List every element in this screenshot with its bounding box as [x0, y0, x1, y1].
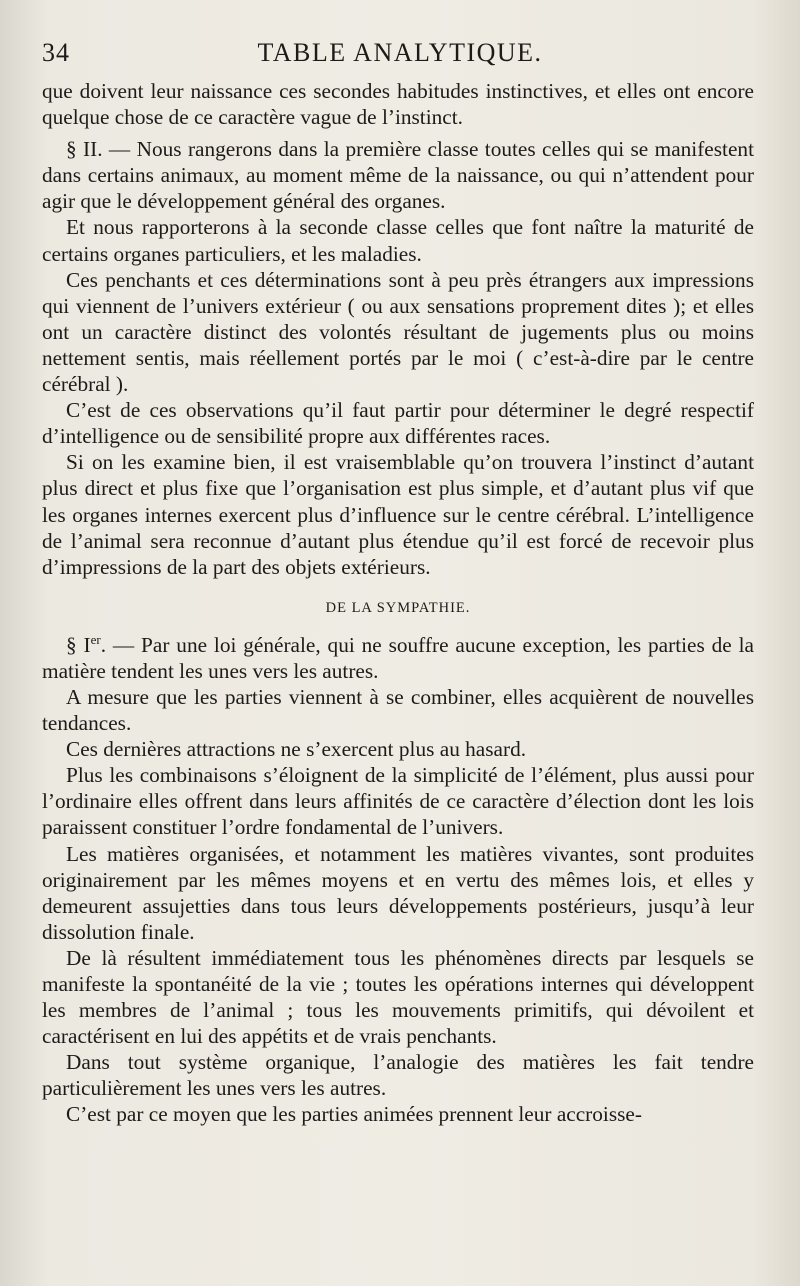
body-text [42, 78, 754, 1128]
paragraph: De là résultent immédiatement tous les phénomènes directs par lesquels se manifeste la spontanéité de la vie ; toutes les opérations internes qui développent les membres de l’animal ; tous les mouvements primitifs, qui dévoilent et caractérisent en lui des appétits et de vrais penchants. [42, 945, 754, 1049]
paragraph: que doivent leur naissance ces secondes habitudes instinctives, et elles ont encore quelque chose de ce caractère vague de l’instinct. [42, 79, 754, 130]
paragraph: Et nous rapporterons à la seconde classe celles que font naître la maturité de certains organes particuliers, et les maladies. [42, 215, 754, 266]
paragraph: Plus les combinaisons s’éloignent de la simplicité de l’élément, plus aussi pour l’ordinaire elles offrent dans leurs affinités de ce caractère d’élection dont les lois paraissent constituer l’ordre fondamental de l’univers. [42, 763, 754, 840]
section-mark-superscript: er [90, 631, 101, 647]
paragraph: § II. — Nous rangerons dans la première classe toutes celles qui se manifestent dans certains animaux, au moment même de la naissance, ou qui n’attendent pour agir que le développement général des organes. [42, 137, 754, 214]
section-heading: DE LA SYMPATHIE. [325, 599, 471, 616]
running-title: TABLE ANALYTIQUE. [257, 38, 543, 67]
paragraph: Dans tout système organique, l’analogie des matières les fait tendre particulièrement les unes vers les autres. [42, 1050, 754, 1101]
section-first-text: . — Par une loi générale, qui ne souffre aucune exception, les parties de la matière tendent les unes vers les autres. [42, 632, 754, 683]
paragraph: C’est par ce moyen que les parties animées prennent leur accroisse- [66, 1102, 642, 1127]
paragraph: Ces dernières attractions ne s’exercent plus au hasard. [66, 737, 527, 762]
paragraph: Ces penchants et ces déterminations sont à peu près étrangers aux impressions qui viennent de l’univers extérieur ( ou aux sensations proprement dites ); et elles ont un caractère distinct des volontés résultant de jugements plus ou moins nettement sentis, mais réellement portés par le moi ( c’est-à-dire par le centre cérébral ). [42, 267, 754, 397]
paragraph: Si on les examine bien, il est vraisemblable qu’on trouvera l’instinct d’autant plus direct et plus fixe que l’organisation est plus simple, et d’autant plus vif que les organes internes exercent plus d’influence sur le centre cérébral. L’intelligence de l’animal sera reconnue d’autant plus étendue qu’il est forcé de recevoir plus d’impressions de la part des objets extérieurs. [42, 450, 754, 579]
section-mark: § I [66, 632, 91, 657]
page-number: 34 [42, 38, 70, 67]
page-header [40, 38, 760, 72]
paragraph: Les matières organisées, et notamment les matières vivantes, sont produites originairement par les mêmes moyens et en vertu des mêmes lois, et elles y demeurent assujetties dans tous leurs développements postérieurs, jusqu’à leur dissolution finale. [42, 841, 754, 944]
paragraph: A mesure que les parties viennent à se combiner, elles acquièrent de nouvelles tendances. [42, 684, 754, 736]
section-first-paragraph [42, 632, 754, 684]
paragraph: C’est de ces observations qu’il faut partir pour déterminer le degré respectif d’intelligence ou de sensibilité propre aux différentes races. [42, 398, 754, 449]
